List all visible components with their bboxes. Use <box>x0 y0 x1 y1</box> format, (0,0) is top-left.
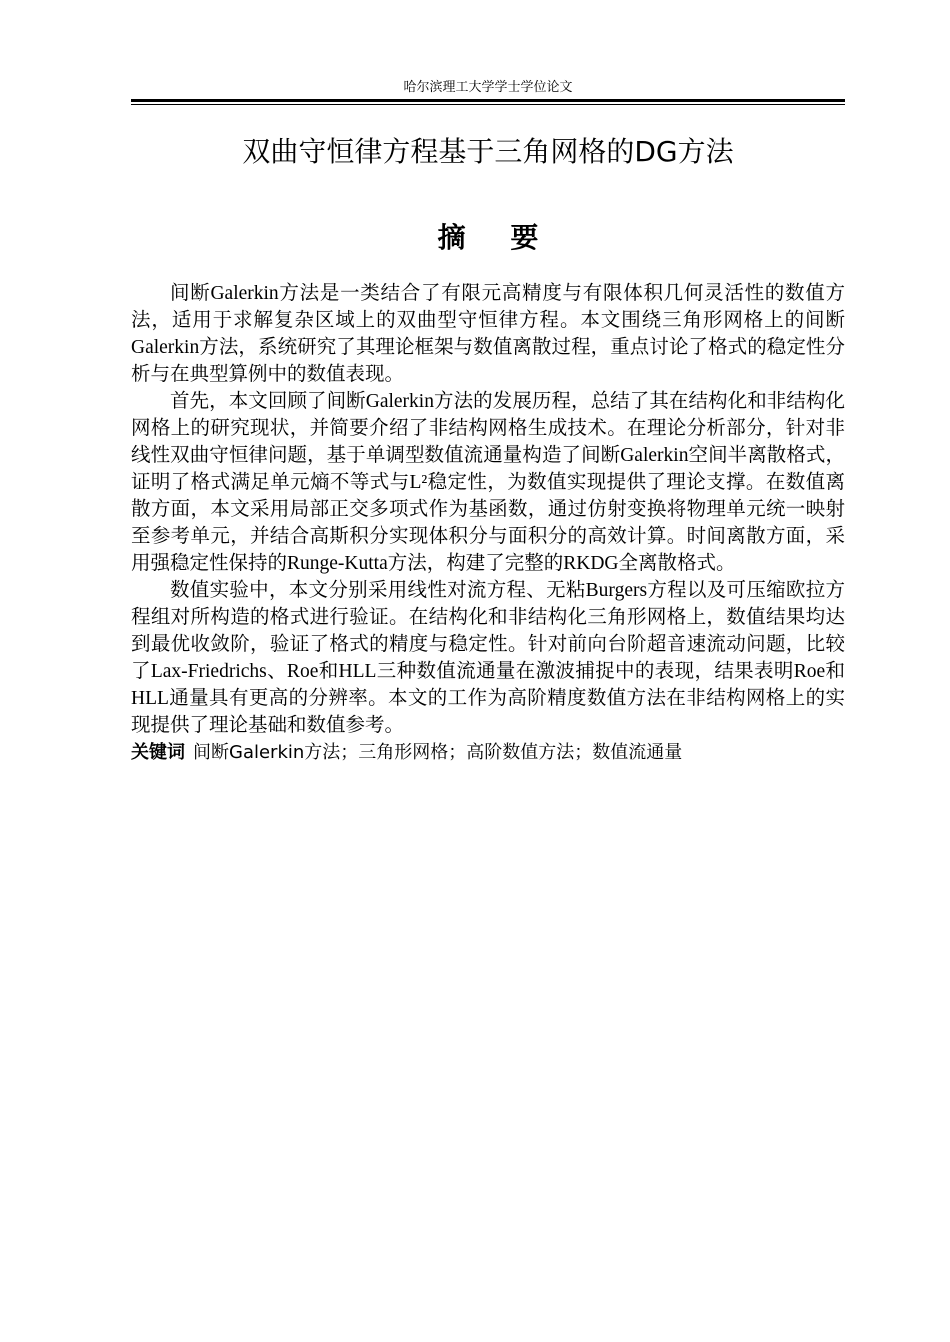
header-rule-thin <box>131 104 845 105</box>
abstract-heading: 摘要 <box>437 221 584 254</box>
abstract-paragraph-2: 首先，本文回顾了间断Galerkin方法的发展历程，总结了其在结构化和非结构化网格上的研究现状，并简要介绍了非结构网格生成技术。在理论分析部分，针对非线性双曲守恒律问题，基于单调型数值流通量构造了间断Galerkin空间半离散格式，证明了格式满足单元熵不等式与L²稳定性，为数值实现提供了理论支撑。在数值离散方面，本文采用局部正交多项式作为基函数，通过仿射变换将物理单元统一映射至参考单元，并结合高斯积分实现体积分与面积分的高效计算。时间离散方面，采用强稳定性保持的Runge-Kutta方法，构建了完整的RKDG全离散格式。 <box>131 391 845 574</box>
abstract-body <box>131 280 845 766</box>
running-header: 哈尔滨理工大学学士学位论文 <box>403 79 573 94</box>
thesis-title: 双曲守恒律方程基于三角网格的DG方法 <box>242 135 734 168</box>
header-rule-thick <box>131 99 845 102</box>
keywords-label: 关键词 <box>131 742 185 763</box>
abstract-paragraph-1: 间断Galerkin方法是一类结合了有限元高精度与有限体积几何灵活性的数值方法，适用于求解复杂区域上的双曲型守恒律方程。本文围绕三角形网格上的间断Galerkin方法，系统研究了其理论框架与数值离散过程，重点讨论了格式的稳定性分析与在典型算例中的数值表现。 <box>131 283 845 385</box>
keywords-text: 间断Galerkin方法；三角形网格；高阶数值方法；数值流通量 <box>193 742 683 763</box>
keywords-line <box>131 739 845 766</box>
abstract-paragraph-3: 数值实验中，本文分别采用线性对流方程、无粘Burgers方程以及可压缩欧拉方程组对所构造的格式进行验证。在结构化和非结构化三角形网格上，数值结果均达到最优收敛阶，验证了格式的精度与稳定性。针对前向台阶超音速流动问题，比较了Lax-Friedrichs、Roe和HLL三种数值流通量在激波捕捉中的表现，结果表明Roe和HLL通量具有更高的分辨率。本文的工作为高阶精度数值方法在非结构网格上的实现提供了理论基础和数值参考。 <box>131 580 845 736</box>
